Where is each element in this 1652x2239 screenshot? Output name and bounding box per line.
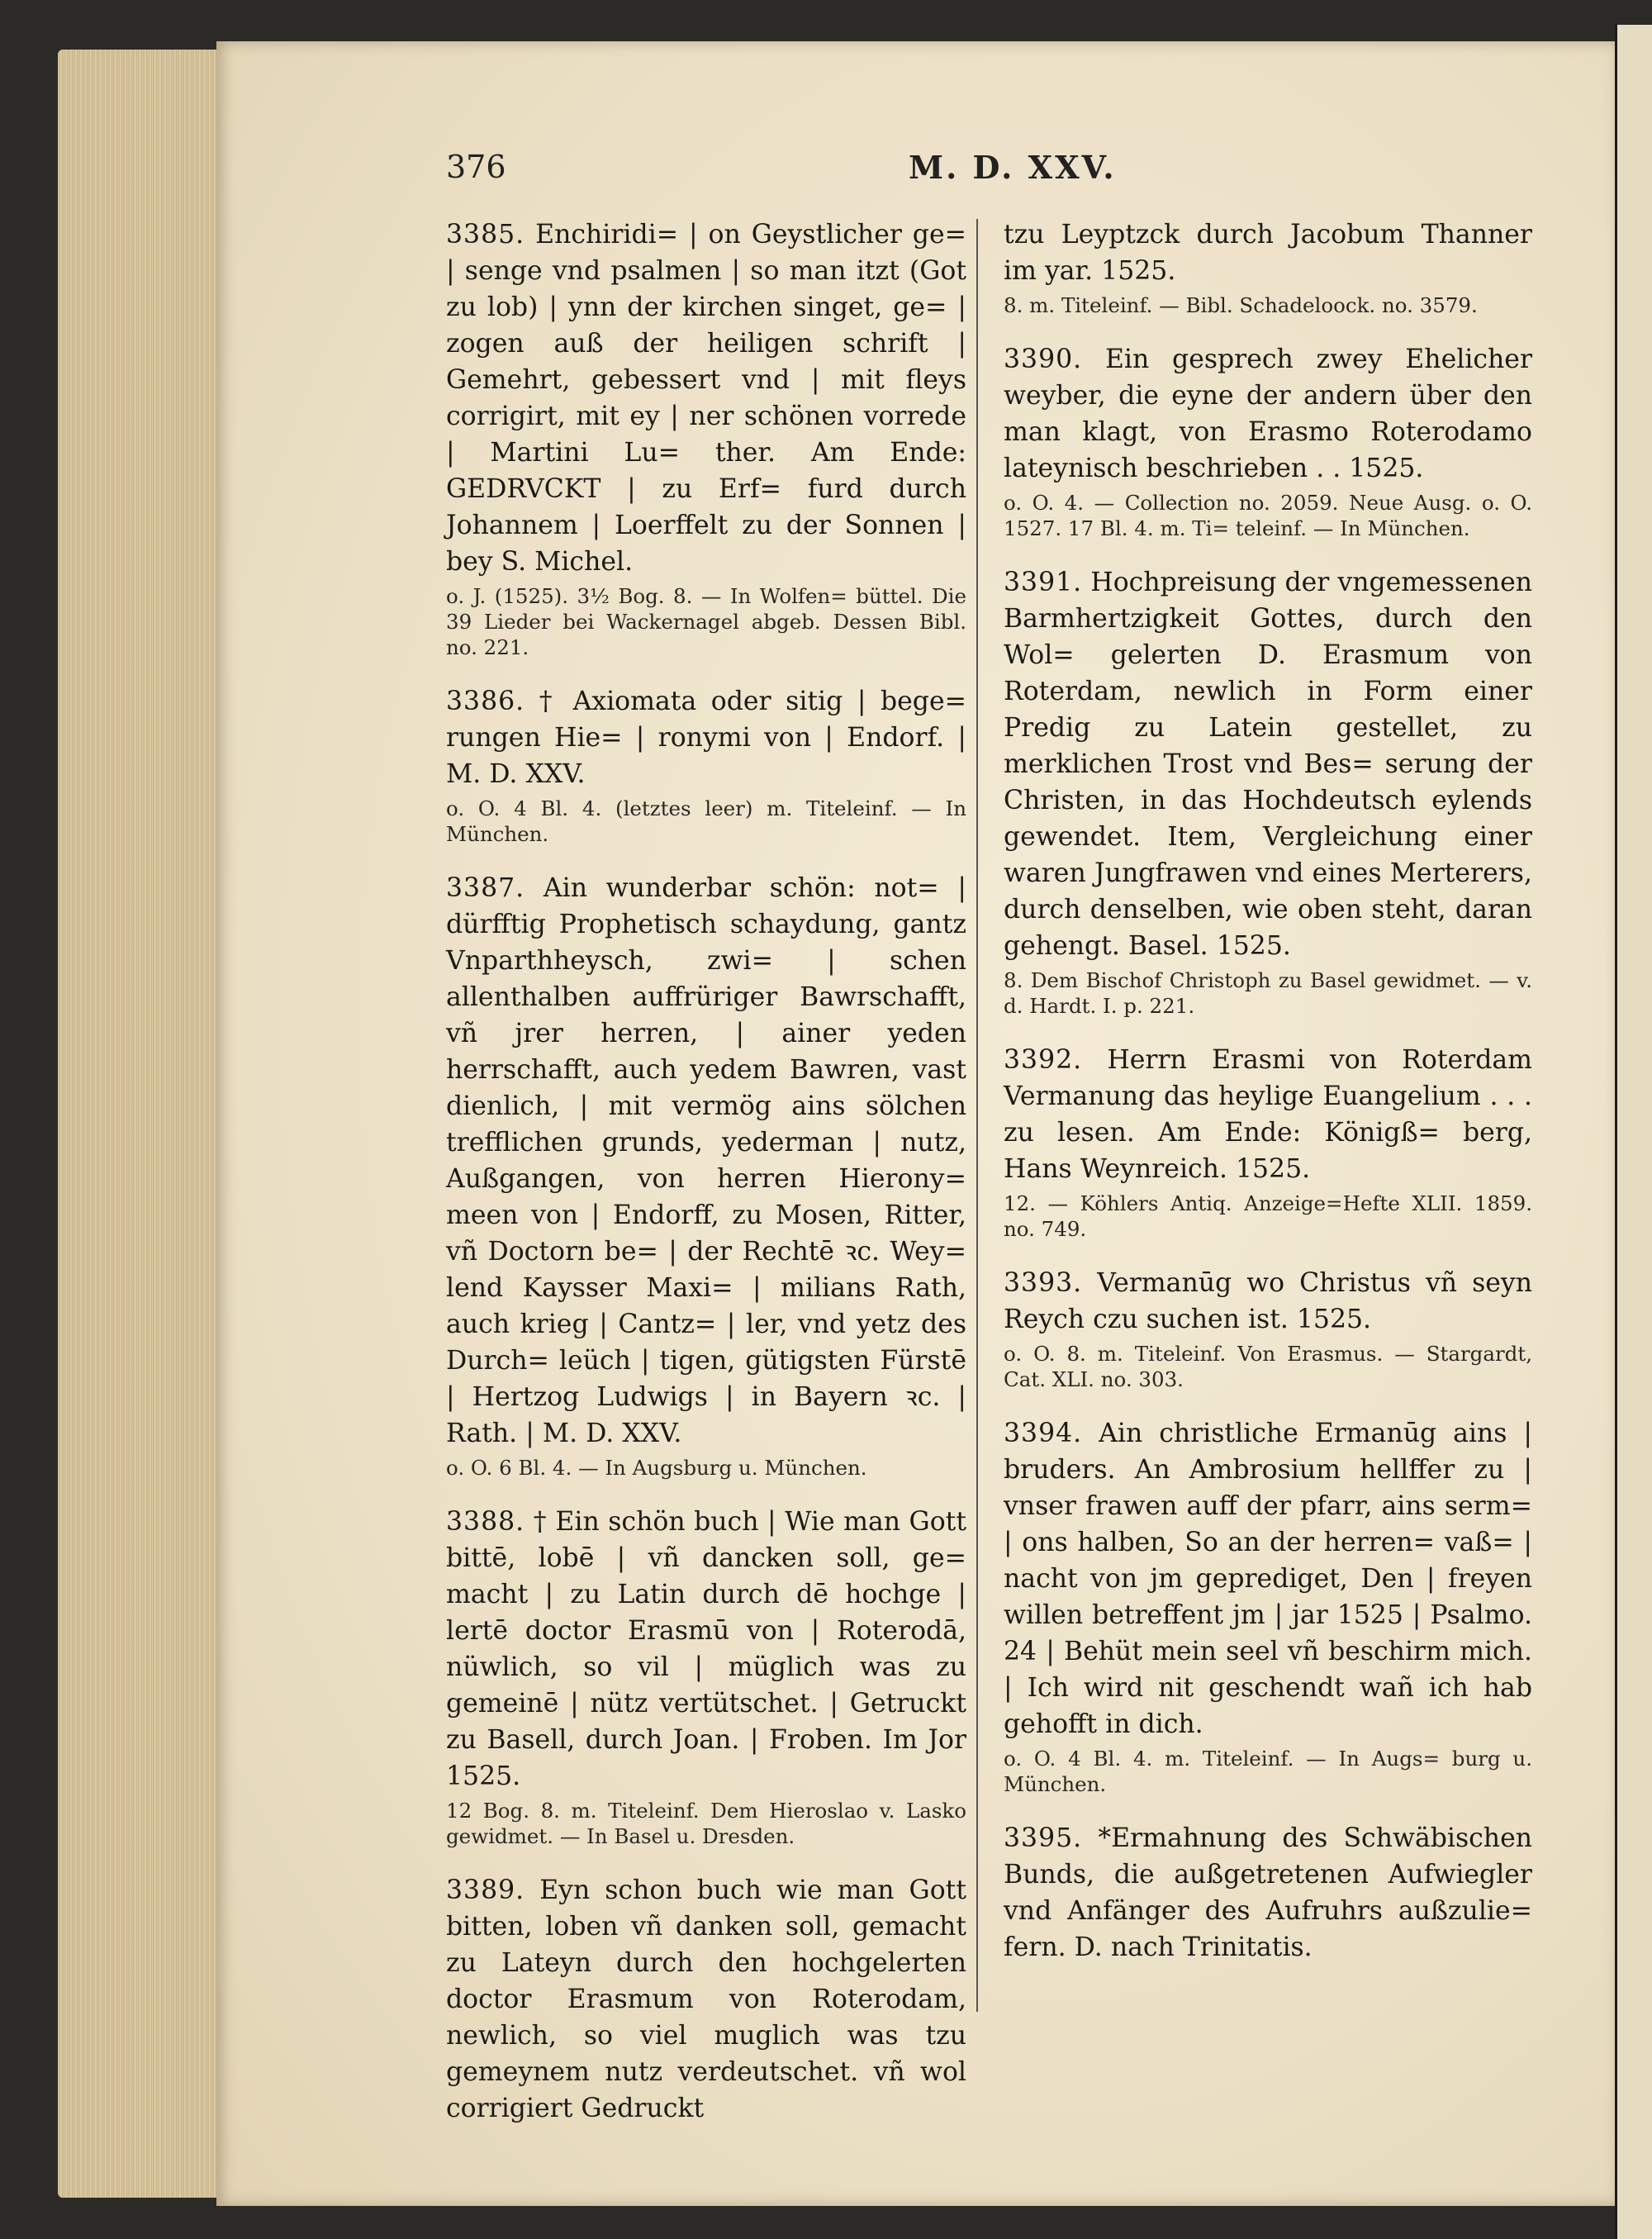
entry-title: Ain wunderbar schön: not= | dürfftig Prophetisch schaydung, gantz Vnparthheysch, zwi= | schen allenthalben auffrüriger Bawrschafft, vñ jrer herren, | ainer yeden herrschafft, auch yedem Bawren, vast dienlich, | mit vermög ains sölchen trefflichen grunds, yederman | nutz, Außgangen, von herren Hierony= meen von | Endorff, zu Mosen, Ritter, vñ Doctorn be= | der Rechtē ꝛc. Wey= lend Kaysser Maxi= | milians Rath, auch krieg | Cantz= | ler, vnd yetz des Durch= leüch | tigen, gütigsten Fürstē | Hertzog Ludwigs | in Bayern ꝛc. | Rath. | M. D. XXV. xyxy=(446,873,966,1448)
entry-note: o. O. 8. m. Titeleinf. Von Erasmus. — Stargardt, Cat. XLI. no. 303. xyxy=(1004,1342,1532,1391)
entry-title: Vermanūg wo Christus vñ seyn Reych czu suchen ist. 1525. xyxy=(1004,1268,1533,1334)
entry-note: o. O. 6 Bl. 4. — In Augsburg u. München. xyxy=(446,1456,867,1480)
entry-number: 3390. xyxy=(1004,345,1083,374)
entry-number: 3395. xyxy=(1004,1823,1083,1853)
left-column xyxy=(446,216,966,2150)
entry-title: Hochpreisung der vngemessenen Barmhertzigkeit Gottes, durch den Wol= gelerten D. Erasmum von Roterdam, newlich in Form einer Predig zu Latein gestellet, zu merklichen Trost vnd Bes= serung der Christen, in das Hochdeutsch eylends gewendet. Item, Vergleichung einer waren Jungfrawen vnd eines Merterers, durch denselben, wie oben steht, daran gehengt. Basel. 1525. xyxy=(1004,568,1533,961)
entry-number: 3393. xyxy=(1004,1268,1083,1298)
catalog-entry-3385 xyxy=(446,216,966,660)
catalog-entry-3393 xyxy=(1004,1265,1532,1392)
entry-number: 3387. xyxy=(446,873,525,903)
entry-title: *Ermahnung des Schwäbischen Bunds, die außgetretenen Aufwiegler vnd Anfänger des Aufruhrs außzulie= fern. D. nach Trinitatis. xyxy=(1004,1823,1532,1962)
entry-title: † Axiomata oder sitig | bege= rungen Hie= | ronymi von | Endorf. | M. D. XXV. xyxy=(446,687,967,789)
entry-note: o. O. 4 Bl. 4. (letztes leer) m. Titeleinf. — In München. xyxy=(446,796,966,846)
running-head-year: M. D. XXV. xyxy=(909,149,1117,186)
entry-title: Herrn Erasmi von Roterdam Vermanung das heylige Euangelium . . . zu lesen. Am Ende: Königß= berg, Hans Weynreich. 1525. xyxy=(1004,1045,1533,1184)
catalog-entry-3395 xyxy=(1004,1820,1532,1966)
entry-title: Enchiridi= | on Geystlicher ge= | senge vnd psalmen | so man itzt (Got zu lob) | ynn der kirchen singet, ge= | zogen auß der heiligen schrift | Gemehrt, gebessert vnd | mit fleys corrigirt, mit ey | ner schönen vorrede | Martini Lu= ther. Am Ende: GEDRVCKT | zu Erf= furd durch Johannem | Loerffelt zu der Sonnen | bey S. Michel. xyxy=(446,220,966,577)
catalog-entry-3391 xyxy=(1004,564,1532,1019)
entry-number: 3389. xyxy=(446,1875,525,1905)
catalog-entry-3388 xyxy=(446,1504,966,1849)
entry-note: 12 Bog. 8. m. Titeleinf. Dem Hieroslao v. Lasko gewidmet. — In Basel u. Dresden. xyxy=(446,1799,966,1848)
entry-title: Ain christliche Ermanūg ains | bruders. An Ambrosium hellffer zu | vnser frawen auff der pfarr, ains serm= | ons halben, So an der herren= vaß= | nacht von jm geprediget, Den | freyen willen betreffent jm | jar 1525 | Psalmo. 24 | Behüt mein seel vñ beschirm mich. | Ich wird nit geschendt wañ ich hab gehofft in dich. xyxy=(1004,1419,1532,1739)
catalog-entry-3389-continued xyxy=(1004,216,1532,318)
entry-number: 3388. xyxy=(446,1507,525,1537)
catalog-entry-3392 xyxy=(1004,1042,1532,1242)
entry-note: o. O. 4 Bl. 4. m. Titeleinf. — In Augs= burg u. München. xyxy=(1004,1747,1532,1796)
entry-number: 3385. xyxy=(446,220,525,250)
catalog-entry-3394 xyxy=(1004,1415,1532,1797)
right-column xyxy=(1004,216,1532,1989)
entry-title: † Ein schön buch | Wie man Gott bittē, lobē | vñ dancken soll, ge= macht | zu Latin durch dē hochge | lertē doctor Erasmū von | Roterodā, nüwlich, so vil | müglich was zu gemeinē | nütz vertütschet. | Getruckt zu Basell, durch Joan. | Froben. Im Jor 1525. xyxy=(446,1507,966,1791)
entry-title: Ein gesprech zwey Ehelicher weyber, die eyne der andern über den man klagt, von Erasmo Roterodamo lateynisch beschrieben . . 1525. xyxy=(1004,345,1532,483)
entry-title: tzu Leyptzck durch Jacobum Thanner im yar. 1525. xyxy=(1004,220,1532,286)
entry-note: o. J. (1525). 3½ Bog. 8. — In Wolfen= büttel. Die 39 Lieder bei Wackernagel abgeb. Dessen Bibl. no. 221. xyxy=(446,584,966,659)
entry-note: o. O. 4. — Collection no. 2059. Neue Ausg. o. O. 1527. 17 Bl. 4. m. Ti= teleinf. — In München. xyxy=(1004,491,1532,540)
column-divider xyxy=(976,219,978,2012)
catalog-entry-3386 xyxy=(446,683,966,847)
entry-number: 3391. xyxy=(1004,568,1083,597)
book-page-edges xyxy=(58,50,223,2198)
page-number: 376 xyxy=(446,149,506,185)
facing-page-edge xyxy=(1615,25,1652,2239)
entry-note: 12. — Köhlers Antiq. Anzeige=Hefte XLII. 1859. no. 749. xyxy=(1004,1191,1532,1241)
entry-number: 3392. xyxy=(1004,1045,1083,1075)
catalog-entry-3389 xyxy=(446,1872,966,2127)
entry-title: Eyn schon buch wie man Gott bitten, loben vñ danken soll, gemacht zu Lateyn durch den hochgelerten doctor Erasmum von Roterodam, newlich, so viel muglich was tzu gemeynem nutz verdeutschet. vñ wol corrigiert Gedruckt xyxy=(446,1875,966,2123)
entry-number: 3394. xyxy=(1004,1419,1083,1448)
catalog-entry-3387 xyxy=(446,870,966,1481)
entry-note: 8. m. Titeleinf. — Bibl. Schadeloock. no. 3579. xyxy=(1004,293,1478,317)
entry-note: 8. Dem Bischof Christoph zu Basel gewidmet. — v. d. Hardt. I. p. 221. xyxy=(1004,968,1532,1018)
catalog-entry-3390 xyxy=(1004,341,1532,541)
entry-number: 3386. xyxy=(446,687,525,716)
